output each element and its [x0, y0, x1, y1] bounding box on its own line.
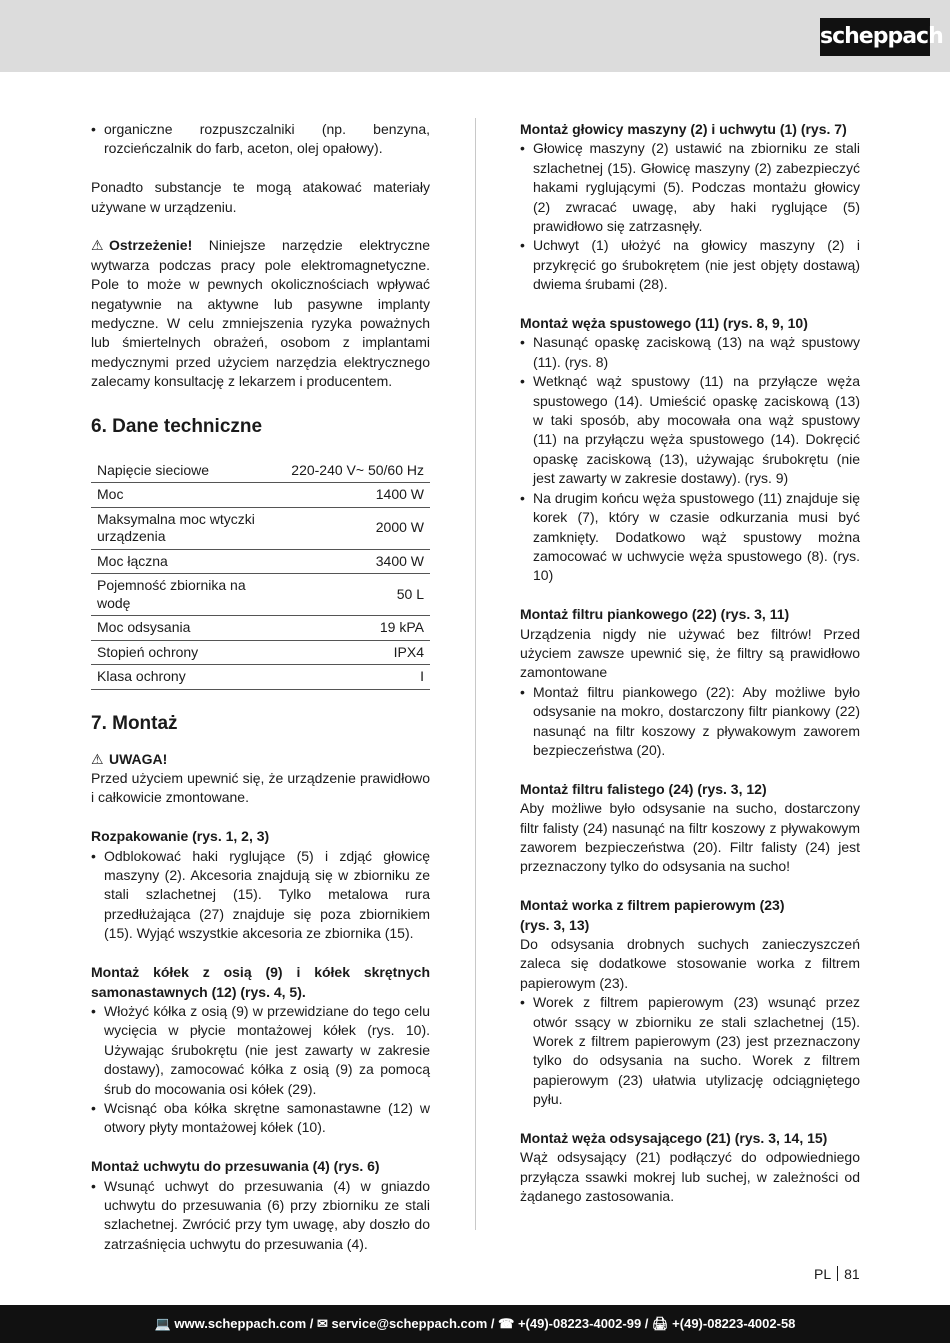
list-item: • Wetknąć wąż spustowy (11) na przyłącze węża spustowego (14). Umieścić opaskę zaciskową (13) w taki sposób, aby mocowała ona wąż spustowy (11) na przyłączu węża spustowego (14). Dokręcić opaskę zaciskową (13), używając śrubokrętu (nie jest zawarty w zakresie dostawy). (rys. 9): [520, 372, 860, 488]
paragraph: Wąż odsysający (21) podłączyć do odpowiedniego przyłącza ssawki mokrej lub suchej, w zależności od żądanego zastosowania.: [520, 1149, 860, 1205]
spec-value: IPX4: [285, 640, 430, 665]
warning-icon: ⚠: [91, 237, 104, 254]
spec-value: 50 L: [285, 574, 430, 616]
subheading: Montaż głowicy maszyny (2) i uchwytu (1) (rys. 7): [520, 121, 847, 137]
paragraph: Aby możliwe było odsysanie na sucho, dostarczony filtr falisty (24) nasunąć na filtr koszowy z pływakowym zaworem bezpieczeństwa (20). Filtr falisty (24) jest przeznaczony tylko do odsysania na sucho!: [520, 800, 860, 875]
list-item: • Głowicę maszyny (2) ustawić na zbiorniku ze stali szlachetnej (15). Głowicę maszyny (2) zabezpieczyć hakami ryglującymi (5). Podczas montażu głowicy (2) zwracać uwagę, aby haki ryglujące (5) prawidłowo się zatrzasnęły.: [520, 139, 860, 236]
table-row: [91, 459, 430, 483]
table-row: [91, 549, 430, 574]
warning-icon: ⚠: [91, 750, 104, 767]
spec-label: Moc: [91, 483, 285, 508]
spec-value: 3400 W: [285, 549, 430, 574]
subheading: (rys. 3, 13): [520, 916, 590, 933]
list-item: • Nasunąć opaskę zaciskową (13) na wąż spustowy (11). (rys. 8): [520, 333, 860, 372]
spec-label: Klasa ochrony: [91, 665, 285, 690]
spec-label: Napięcie sieciowe: [91, 459, 285, 483]
computer-icon: 💻: [154, 1316, 171, 1331]
page-number-value: 81: [844, 1266, 860, 1282]
warning-label: Ostrzeżenie!: [109, 237, 193, 254]
list-item: • Na drugim końcu węża spustowego (11) znajduje się korek (7), który w czasie odkurzania musi być zamknięty. Dodatkowo wąż spustowy można zamocować w uchwycie węża spustowego (8). (rys. 10): [520, 489, 860, 586]
subheading: Montaż węża spustowego (11) (rys. 8, 9, 10): [520, 315, 808, 332]
spec-value: 1400 W: [285, 483, 430, 508]
subheading: Montaż filtru piankowego (22) (rys. 3, 11): [520, 606, 790, 623]
paragraph: Urządzenia nigdy nie używać bez filtrów! Przed użyciem zawsze upewnić się, że filtry są prawidłowo zamontowane: [520, 625, 860, 681]
footer-phone: +(49)-08223-4002-99: [517, 1316, 642, 1331]
technical-data-table: [91, 459, 430, 690]
list-item: • Wcisnąć oba kółka skrętne samonastawne (12) w otwory płyty montażowej kółek (10).: [91, 1099, 430, 1138]
page-number: [814, 1266, 860, 1282]
table-row: [91, 640, 430, 665]
spec-label: Maksymalna moc wtyczki urządzenia: [91, 507, 285, 549]
subheading: Rozpakowanie (rys. 1, 2, 3): [91, 828, 270, 845]
spec-label: Pojemność zbiornika na wodę: [91, 574, 285, 616]
brand-logo: scheppach: [820, 18, 930, 56]
phone-icon: ☎: [498, 1316, 515, 1331]
spec-label: Stopień ochrony: [91, 640, 285, 665]
column-divider: [475, 118, 476, 1230]
spec-value: 2000 W: [285, 507, 430, 549]
spec-label: Moc łączna: [91, 549, 285, 574]
list-item: • Wsunąć uchwyt do przesuwania (4) w gniazdo uchwytu do przesuwania (6) przy zbiorniku ze stali szlachetnej. Zwrócić przy tym uwagę, aby doszło do zatrzaśnięcia uchwytu do przesuwania (4).: [91, 1177, 430, 1255]
paragraph: Ponadto substancje te mogą atakować materiały używane w urządzeniu.: [91, 179, 430, 215]
section-title-assembly: 7. Montaż: [91, 712, 178, 734]
caution-heading: [91, 750, 430, 769]
list-item: • Uchwyt (1) ułożyć na głowicy maszyny (2) i przykręcić go śrubokrętem (nie jest objęty dostawą) dwiema śrubami (28).: [520, 236, 860, 294]
list-item: • Odblokować haki ryglujące (5) i zdjąć głowicę maszyny (2). Akcesoria znajdują się w zbiorniku ze stali szlachetnej (15). Tylko metalowa rura przedłużająca (27) znajduje się poza zbiornikiem (15). Wyjąć wszystkie akcesoria ze zbiornika (15).: [91, 847, 430, 944]
page-language: PL: [814, 1266, 832, 1282]
fax-icon: 🖨: [652, 1316, 669, 1331]
spec-value: I: [285, 665, 430, 690]
table-row: [91, 483, 430, 508]
spec-value: 220-240 V~ 50/60 Hz: [285, 459, 430, 483]
list-item: • Worek z filtrem papierowym (23) wsunąć przez otwór ssący w zbiorniku ze stali szlachetnej (15). Worek z filtrem papierowym (23) jest przeznaczony tylko do odsysania na sucho. Worek z filtrem papierowym (23) ułatwia utylizację odciągniętego pyłu.: [520, 993, 860, 1109]
footer-bar: 💻 www.scheppach.com / ✉ service@scheppach.com / ☎ +(49)-08223-4002-99 / 🖨 +(49)-08223-4002-58: [0, 1305, 950, 1343]
subheading: Montaż worka z filtrem papierowym (23): [520, 897, 785, 914]
header-bar: [0, 0, 950, 72]
left-column: [91, 120, 430, 1254]
spec-value: 19 kPA: [285, 616, 430, 641]
warning-paragraph: [91, 236, 430, 391]
paragraph: Przed użyciem upewnić się, że urządzenie prawidłowo i całkowicie zmontowane.: [91, 770, 430, 806]
table-row: [91, 507, 430, 549]
footer-email[interactable]: service@scheppach.com: [331, 1316, 488, 1331]
right-column: [520, 120, 860, 1207]
subheading: Montaż węża odsysającego (21) (rys. 3, 14, 15): [520, 1130, 828, 1147]
table-row: [91, 665, 430, 690]
caution-label: UWAGA!: [109, 750, 168, 767]
footer-fax: +(49)-08223-4002-58: [672, 1316, 796, 1331]
section-title-technical: 6. Dane techniczne: [91, 415, 263, 437]
subheading: Montaż kółek z osią (9) i kółek skrętnych samonastawnych (12) (rys. 4, 5).: [91, 964, 430, 1000]
subheading: Montaż uchwytu do przesuwania (4) (rys. 6): [91, 1158, 380, 1175]
list-item: • Montaż filtru piankowego (22): Aby możliwe było odsysanie na mokro, dostarczony filtr piankowy (22) nasunąć na filtr koszowy z pływakowym zaworem bezpieczeństwa (20).: [520, 683, 860, 761]
table-row: [91, 616, 430, 641]
footer-website[interactable]: www.scheppach.com: [174, 1316, 307, 1331]
list-item: • Włożyć kółka z osią (9) w przewidziane do tego celu wycięcia w płycie montażowej kółek (rys. 10). Używając śrubokrętu (nie jest zawarty w zakresie dostawy), zamocować kółka z osią (9) za pomocą śrub do mocowania osi kółek (29).: [91, 1002, 430, 1099]
warning-text: Niniejsze narzędzie elektryczne wytwarza podczas pracy pole elektromagnetyczne. Pole to może w pewnych okolicznościach wpływać negatywnie na aktywne lub pasywne implanty medyczne. W celu zmniejszenia ryzyka poważnych lub śmiertelnych obrażeń, osobom z implantami medycznymi przed użyciem narzędzia elektrycznego zalecamy konsultację z lekarzem i producentem.: [91, 237, 430, 390]
list-item: • organiczne rozpuszczalniki (np. benzyna, rozcieńczalnik do farb, aceton, olej opałowy).: [91, 120, 430, 159]
table-row: [91, 574, 430, 616]
spec-label: Moc odsysania: [91, 616, 285, 641]
mail-icon: ✉: [316, 1316, 328, 1331]
paragraph: Do odsysania drobnych suchych zanieczyszczeń zaleca się dodatkowe stosowanie worka z filtrem papierowym (23).: [520, 936, 860, 991]
subheading: Montaż filtru falistego (24) (rys. 3, 12): [520, 780, 767, 797]
